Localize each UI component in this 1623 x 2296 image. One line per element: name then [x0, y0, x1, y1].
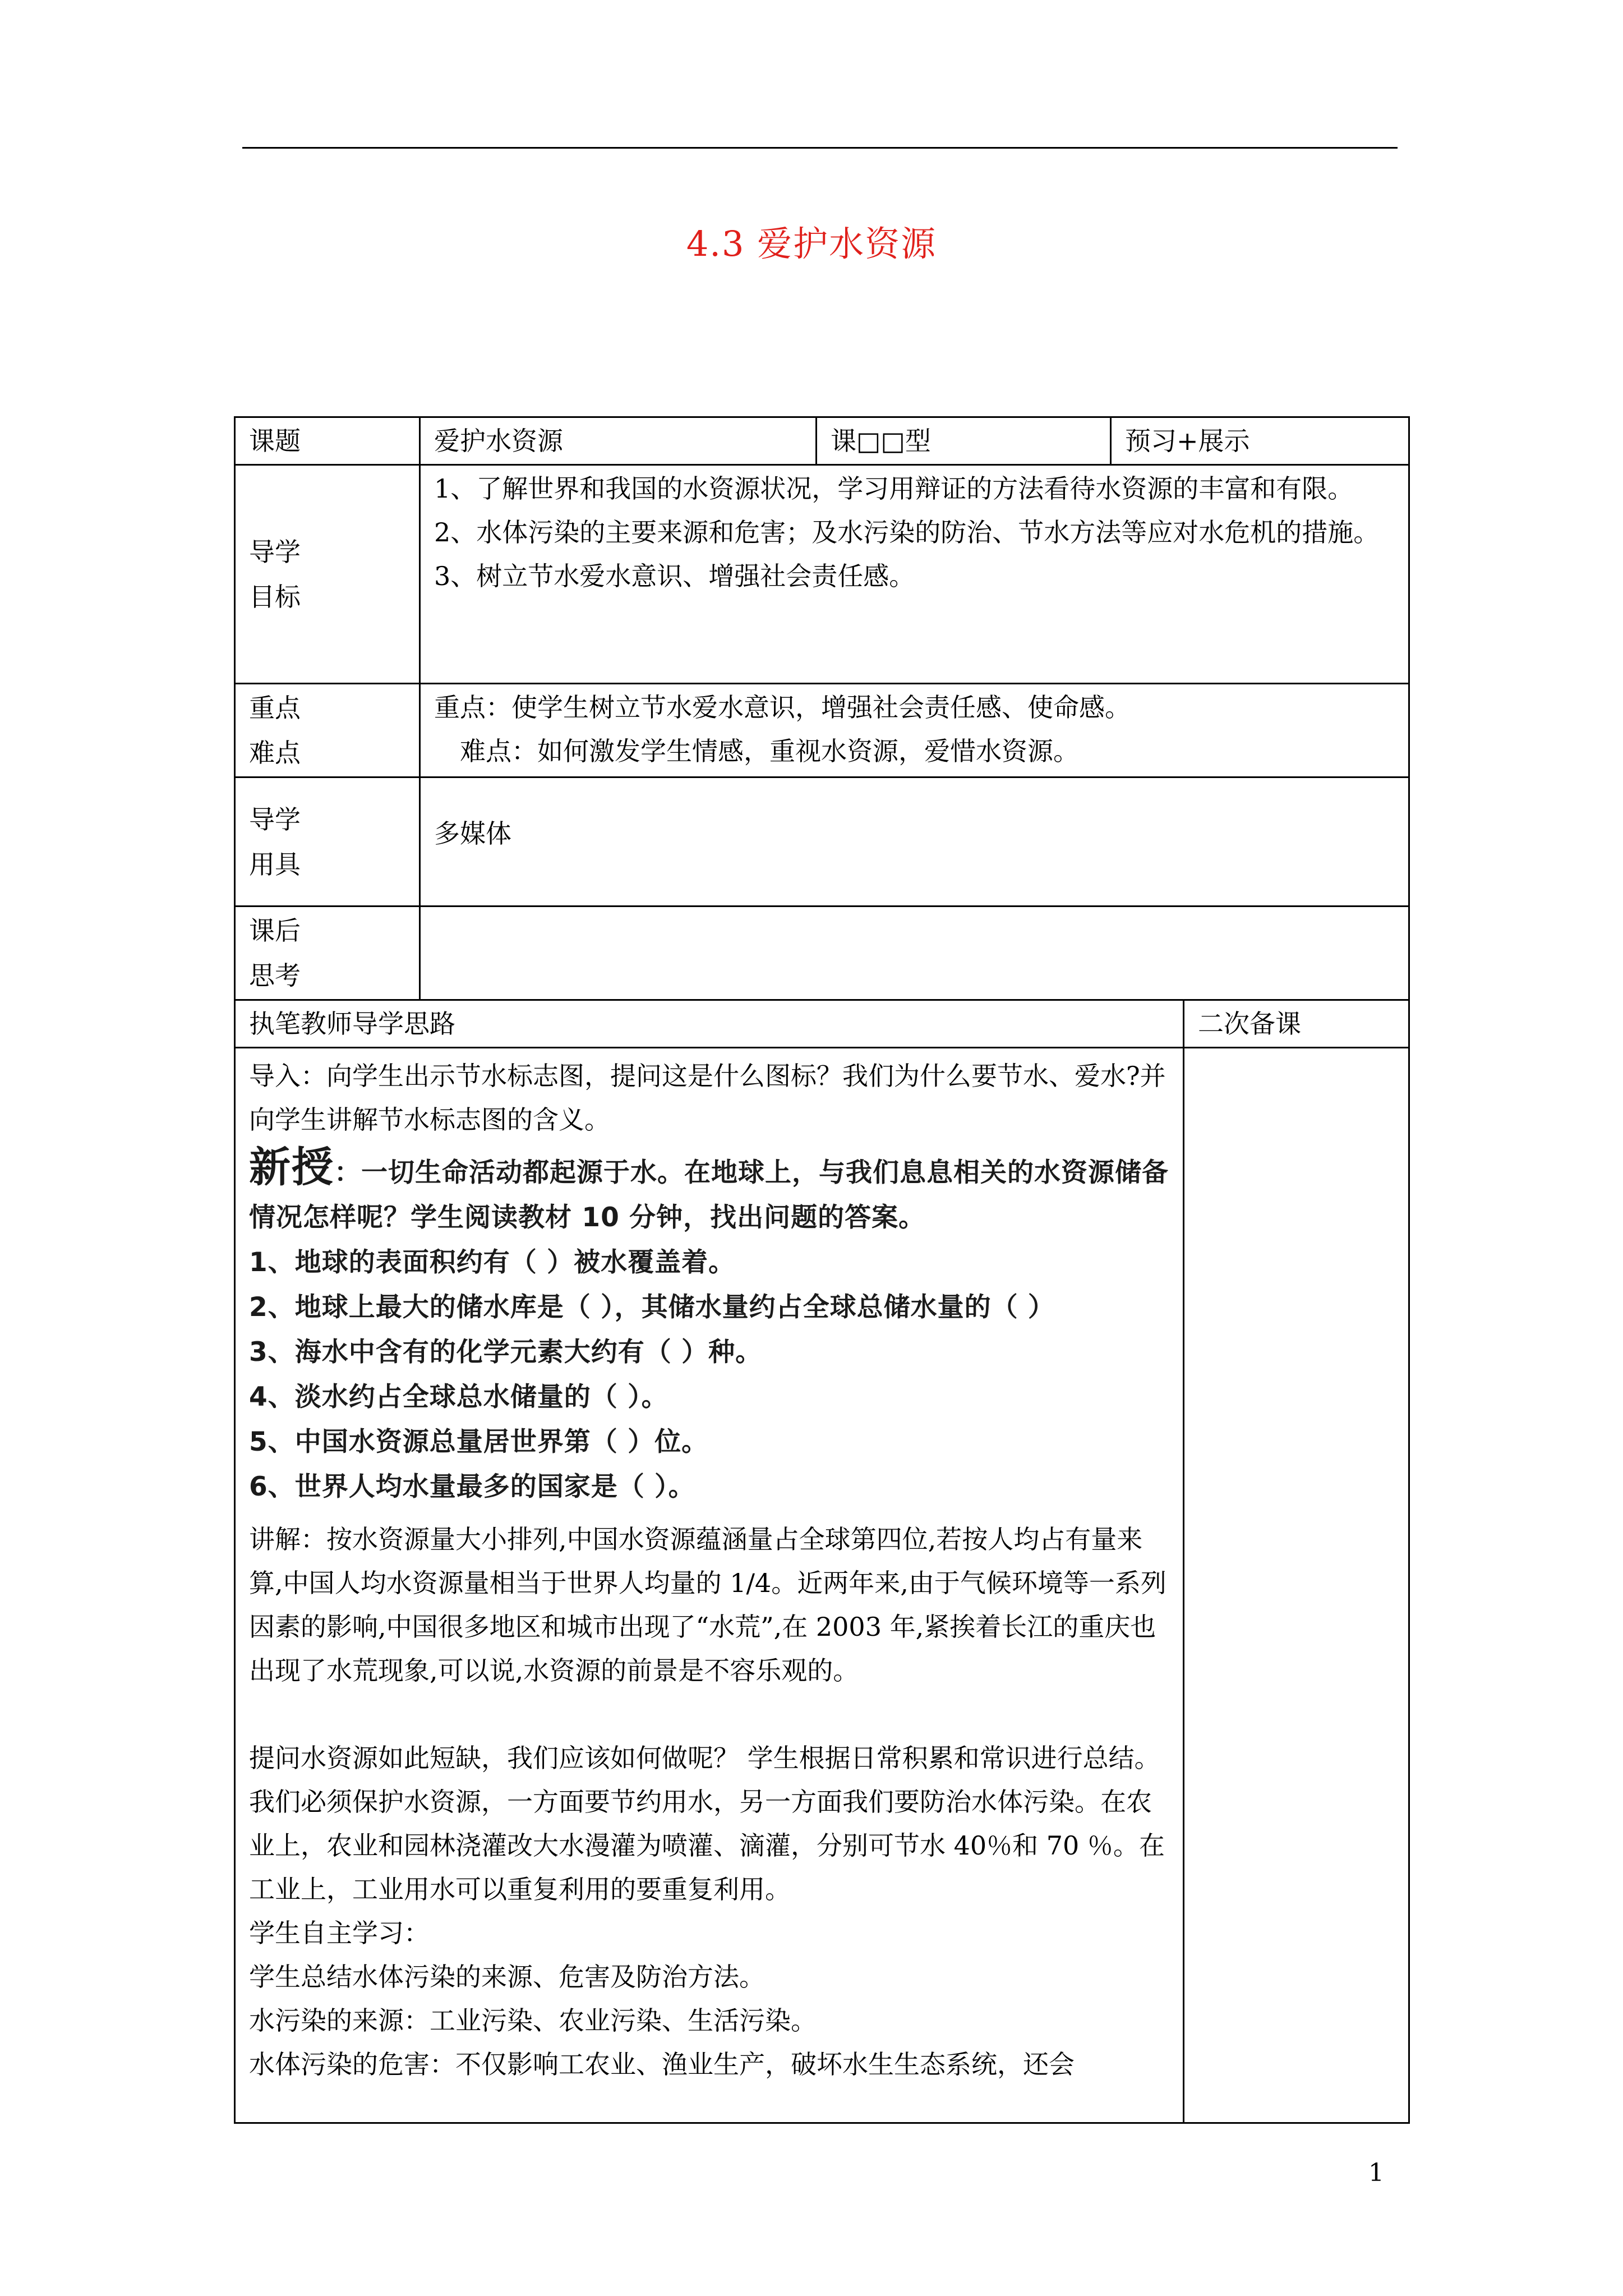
- type-value: 预习+展示: [1111, 417, 1409, 465]
- page-number: 1: [1368, 2159, 1384, 2187]
- table-row: [235, 907, 1409, 1000]
- focus-content: [420, 684, 1409, 777]
- header-rule: [242, 147, 1398, 149]
- question-item: 3、海水中含有的化学元素大约有（ ）种。: [249, 1337, 763, 1368]
- table-row: [235, 417, 1409, 465]
- intro-text: 导入：向学生出示节水标志图，提问这是什么图标？我们为什么要节水、爱水?并向学生讲解节水标志图的含义。: [249, 1061, 1166, 1135]
- summary-text: 学生总结水体污染的来源、危害及防治方法。: [249, 1962, 765, 1992]
- type-label: 课□□型: [817, 417, 1111, 465]
- self-study-label: 学生自主学习：: [249, 1918, 430, 1948]
- question-item: 1、地球的表面积约有（ ）被水覆盖着。: [249, 1247, 736, 1278]
- pollution-harm: 水体污染的危害：不仅影响工农业、渔业生产，破坏水生生态系统，还会: [249, 2049, 1075, 2079]
- goals-content: [420, 465, 1409, 684]
- second-prep-cell: [1184, 1048, 1409, 2123]
- table-row: [235, 1048, 1409, 2123]
- teaching-body: [235, 1048, 1184, 2123]
- tools-label: 导学 用具: [235, 777, 420, 907]
- question-item: 5、中国水资源总量居世界第（ ）位。: [249, 1427, 709, 1457]
- question-prompt: 提问水资源如此短缺，我们应该如何做呢？ 学生根据日常积累和常识进行总结。: [249, 1743, 1160, 1773]
- new-lesson-label: 新授: [249, 1143, 334, 1191]
- topic-value: 爱护水资源: [420, 417, 817, 465]
- goal-item: 3、树立节水爱水意识、增强社会责任感。: [434, 561, 915, 591]
- blank-line: [249, 1692, 1169, 1736]
- goal-item: 2、水体污染的主要来源和危害；及水污染的防治、节水方法等应对水危机的措施。: [434, 517, 1380, 547]
- protect-text: 我们必须保护水资源，一方面要节约用水，另一方面我们要防治水体污染。在农业上，农业和园林浇灌改大水漫灌为喷灌、滴灌，分别可节水 40％和 70 ％。在工业上，工业用水可以重复利用的要重复利用。: [249, 1787, 1165, 1904]
- reflection-label: 课后 思考: [235, 907, 420, 1000]
- new-lesson-text: ：一切生命活动都起源于水。在地球上，与我们息息相关的水资源储备情况怎样呢？学生阅读教材 10 分钟，找出问题的答案。: [249, 1157, 1169, 1233]
- table-row: [235, 465, 1409, 684]
- new-lesson-paragraph: [249, 1145, 1169, 1240]
- section-header-left: 执笔教师导学思路: [235, 1000, 1184, 1048]
- key-point: 重点：使学生树立节水爱水意识，增强社会责任感、使命感。: [434, 692, 1131, 723]
- scanned-question-block: [249, 1142, 1169, 1517]
- section-header-right: 二次备课: [1184, 1000, 1409, 1048]
- page-title: 4.3 爱护水资源: [686, 223, 937, 264]
- goals-label: 导学 目标: [235, 465, 420, 684]
- difficulty: 难点：如何激发学生情感，重视水资源，爱惜水资源。: [460, 736, 1079, 766]
- goal-item: 1、了解世界和我国的水资源状况，学习用辩证的方法看待水资源的丰富和有限。: [434, 473, 1354, 504]
- question-item: 6、世界人均水量最多的国家是（ ）。: [249, 1471, 695, 1502]
- table-row: [235, 1000, 1409, 1048]
- tools-value: 多媒体: [420, 777, 1409, 907]
- explanation-text: 讲解：按水资源量大小排列,中国水资源蕴涵量占全球第四位,若按人均占有量来算,中国人均水资源量相当于世界人均量的 1/4。近两年来,由于气候环境等一系列因素的影响,中国很多地区和城市出现了“水荒”,在 2003 年,紧挨着长江的重庆也出现了水荒现象,可以说,水资源的前景是不容乐观的。: [249, 1524, 1166, 1686]
- question-item: 2、地球上最大的储水库是（ ），其储水量约占全球总储水量的（ ）: [249, 1292, 1055, 1323]
- focus-label: 重点 难点: [235, 684, 420, 777]
- reflection-value: [420, 907, 1409, 1000]
- table-row: [235, 777, 1409, 907]
- question-item: 4、淡水约占全球总水储量的（ ）。: [249, 1382, 668, 1412]
- lesson-plan-table: [234, 416, 1410, 2124]
- pollution-sources: 水污染的来源：工业污染、农业污染、生活污染。: [249, 2005, 817, 2036]
- table-row: [235, 684, 1409, 777]
- topic-label: 课题: [235, 417, 420, 465]
